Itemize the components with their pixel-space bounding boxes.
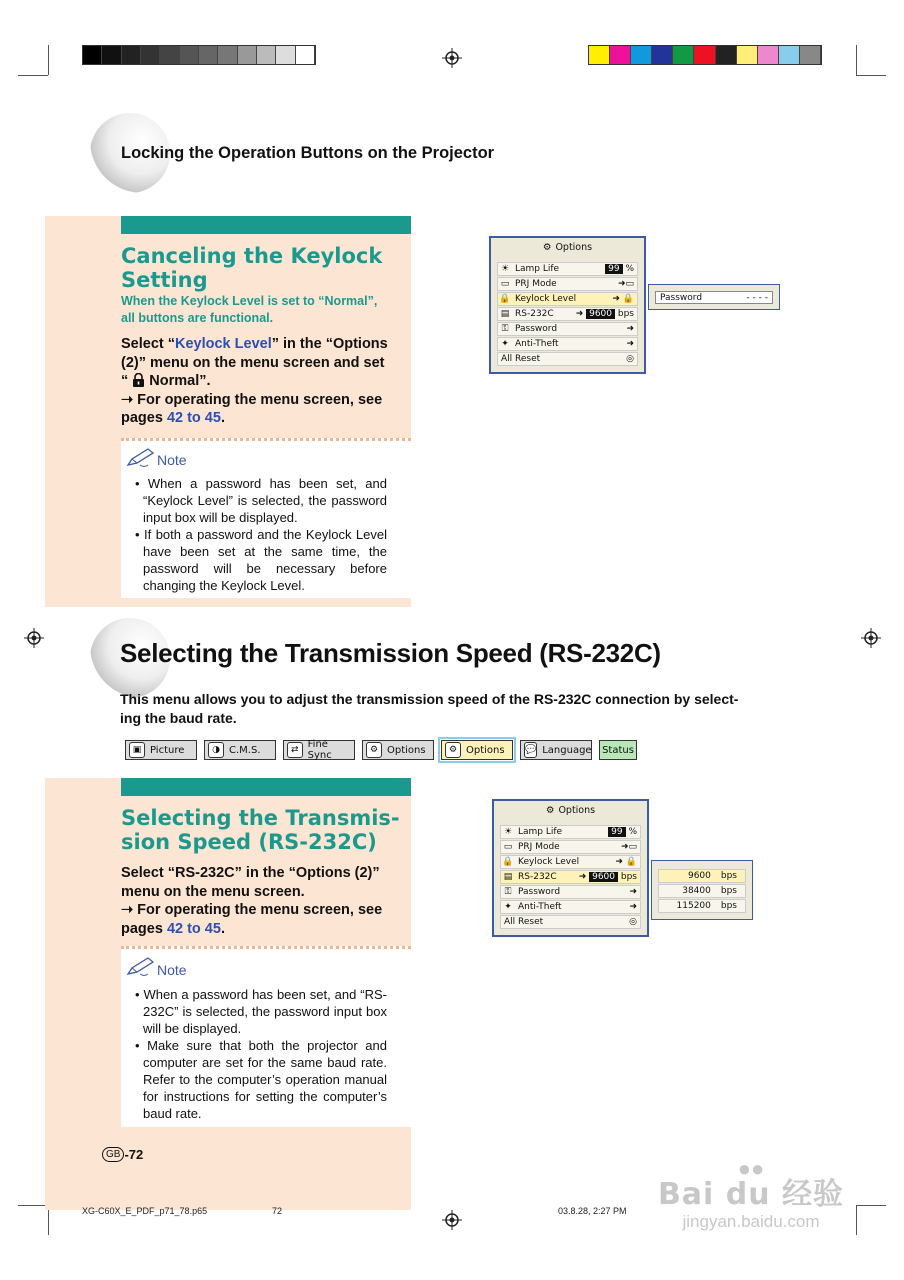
list-item: • If both a password and the Keylock Level have been set at the same time, the password will be necessary before changing the Keylock Level. (135, 527, 387, 593)
registration-swatch (800, 46, 821, 64)
anti-theft-icon: ✦ (504, 902, 512, 912)
list-item: • When a password has been set, and “Keylock Level” is selected, the password input box will be displayed. (135, 476, 387, 525)
keylock-level-link[interactable]: Keylock Level (175, 336, 272, 352)
section1-instructions: Select “Keylock Level” in the “Options (2)” menu on the menu screen and set “ Normal”. ➝ For operating the menu screen, see pages 42 to 45. (121, 336, 388, 426)
lamp-icon: ☀ (500, 264, 510, 274)
tab-options-2[interactable]: ⚙ Options (441, 740, 513, 760)
options-icon: ⚙ (366, 742, 382, 758)
options-menu-screen-1 (489, 236, 646, 374)
registration-swatch (160, 46, 179, 64)
tab-options-1[interactable]: ⚙ Options (362, 740, 434, 760)
pages-link[interactable]: 42 to 45 (166, 920, 221, 937)
note-pencil-icon (126, 447, 156, 469)
list-item: • When a password has been set, and “RS-232C” is selected, the password input box will be displayed. (135, 987, 387, 1036)
registration-swatch (257, 46, 276, 64)
menu-row-lamp-life[interactable]: ☀ Lamp Life 99 % (497, 262, 638, 276)
fine-sync-icon: ⇄ (287, 742, 303, 758)
registration-swatch (199, 46, 218, 64)
registration-swatch (737, 46, 758, 64)
pages-link[interactable]: 42 to 45 (166, 410, 221, 426)
registration-swatch (276, 46, 295, 64)
section2-title: Selecting the Transmission Speed (RS-232C) (120, 638, 661, 668)
menu-row-prj-mode[interactable]: ▭ PRJ Mode ➜▭ (500, 840, 641, 854)
anti-theft-icon: ✦ (501, 339, 509, 349)
menu-title: ⚙ Options (542, 241, 593, 253)
registration-swatch (218, 46, 237, 64)
registration-gray-bar (82, 45, 316, 65)
section2-note-list (131, 986, 387, 1122)
menu-row-anti-theft[interactable]: ✦ Anti-Theft ➜ (497, 337, 638, 351)
registration-swatch (716, 46, 737, 64)
section1-note-title: Note (157, 452, 187, 468)
key-icon: ⚿ (501, 324, 509, 334)
registration-target-icon (24, 628, 44, 648)
cms-icon: ◑ (208, 742, 224, 758)
registration-swatch (122, 46, 141, 64)
registration-swatch (758, 46, 779, 64)
footer-date: 03.8.28, 2:27 PM (558, 1206, 627, 1216)
tab-language[interactable]: 💬 Language (520, 740, 592, 760)
note-pencil-icon (126, 956, 156, 978)
section2-teal-bar (121, 778, 411, 796)
crop-mark (18, 75, 48, 76)
tab-cms[interactable]: ◑ C.M.S. (204, 740, 276, 760)
baud-rate-option[interactable]: 38400 bps (658, 884, 746, 898)
baud-rate-option[interactable]: 9600 bps (658, 869, 746, 883)
page-header-title: Locking the Operation Buttons on the Projector (121, 144, 495, 162)
crop-mark (856, 75, 886, 76)
baidu-watermark: ●● Bai du 经验 jingyan.baidu.com (640, 1160, 862, 1232)
section2-subtitle: Selecting the Transmis- sion Speed (RS-232C) (121, 806, 400, 854)
tab-status[interactable]: Status (599, 740, 637, 760)
registration-swatch (83, 46, 102, 64)
list-item: • Make sure that both the projector and computer are set for the same baud rate. Refer to the computer’s operation manual for instructions for setting the computer’s baud rate. (135, 1038, 388, 1121)
section2-instructions: Select “RS-232C” in the “Options (2)” menu on the menu screen. ➝ For operating the menu screen, see pages 42 to 45. (121, 865, 383, 937)
lock-icon: 🔒 (502, 857, 514, 867)
registration-swatch (180, 46, 199, 64)
menu-row-lamp-life[interactable]: ☀ Lamp Life 99 % (500, 825, 641, 839)
password-input[interactable]: - - - - (746, 292, 768, 303)
menu-row-all-reset[interactable]: All Reset ◎ (500, 915, 641, 929)
registration-swatch (673, 46, 694, 64)
options-icon: ⚙ (545, 804, 555, 816)
picture-icon: ▣ (129, 742, 145, 758)
crop-mark (856, 45, 857, 75)
registration-target-icon (861, 628, 881, 648)
section1-teal-bar (121, 216, 411, 234)
menu-row-rs232c[interactable]: ▤ RS-232C ➜ 9600 bps (497, 307, 638, 321)
registration-target-icon (442, 48, 462, 68)
registration-swatch (141, 46, 160, 64)
menu-row-keylock-level[interactable]: 🔒 Keylock Level ➜ 🔒 (500, 855, 641, 869)
menu-row-password[interactable]: ⚿ Password ➜ (500, 885, 641, 899)
section2-note-title: Note (157, 962, 187, 978)
registration-swatch (102, 46, 121, 64)
section1-subtitle: When the Keylock Level is set to “Normal”, all buttons are functional. (121, 294, 378, 325)
lock-icon: 🔒 (499, 294, 511, 304)
options-menu-screen-2 (492, 799, 649, 937)
page-number: GB -72 (102, 1147, 143, 1162)
registration-color-bar (588, 45, 822, 65)
menu-row-keylock-level[interactable]: 🔒 Keylock Level ➜ 🔒 (497, 292, 638, 306)
registration-swatch (238, 46, 257, 64)
key-icon: ⚿ (504, 887, 512, 897)
footer-page: 72 (272, 1206, 283, 1216)
options-icon: ⚙ (542, 241, 552, 253)
section2-intro: This menu allows you to adjust the transmission speed of the RS-232C connection by select- ing the baud rate. (120, 691, 739, 726)
language-icon: 💬 (524, 742, 537, 758)
baidu-paw-icon: ●● (737, 1156, 765, 1181)
lock-icon (128, 373, 145, 389)
prj-mode-icon: ▭ (503, 842, 513, 852)
footer-file: XG-C60X_E_PDF_p71_78.p65 (82, 1206, 208, 1216)
baud-rate-panel (651, 860, 753, 920)
rs232c-icon: ▤ (500, 309, 510, 319)
prj-mode-icon: ▭ (500, 279, 510, 289)
registration-swatch (652, 46, 673, 64)
options-icon: ⚙ (445, 742, 461, 758)
crop-mark (18, 1205, 48, 1206)
password-label: Password (660, 292, 703, 303)
section1-title: Canceling the Keylock Setting (121, 244, 383, 292)
registration-swatch (694, 46, 715, 64)
gb-badge: GB (102, 1147, 124, 1162)
registration-swatch (589, 46, 610, 64)
baud-rate-option[interactable]: 115200 bps (658, 899, 746, 913)
rs232c-icon: ▤ (503, 872, 513, 882)
registration-swatch (631, 46, 652, 64)
menu-title: ⚙ Options (545, 804, 596, 816)
registration-swatch (610, 46, 631, 64)
tab-fine-sync[interactable]: ⇄ Fine Sync (283, 740, 355, 760)
registration-target-icon (442, 1210, 462, 1230)
crop-mark (48, 45, 49, 75)
menu-row-anti-theft[interactable]: ✦ Anti-Theft ➜ (500, 900, 641, 914)
menu-row-rs232c[interactable]: ▤ RS-232C ➜ 9600 bps (500, 870, 641, 884)
section1-note-list (131, 475, 387, 594)
tab-picture[interactable]: ▣ Picture (125, 740, 197, 760)
registration-swatch (296, 46, 315, 64)
registration-swatch (779, 46, 800, 64)
menu-row-password[interactable]: ⚿ Password ➜ (497, 322, 638, 336)
menu-row-all-reset[interactable]: All Reset ◎ (497, 352, 638, 366)
menu-row-prj-mode[interactable]: ▭ PRJ Mode ➜▭ (497, 277, 638, 291)
password-input-panel (648, 284, 780, 310)
lamp-icon: ☀ (503, 827, 513, 837)
